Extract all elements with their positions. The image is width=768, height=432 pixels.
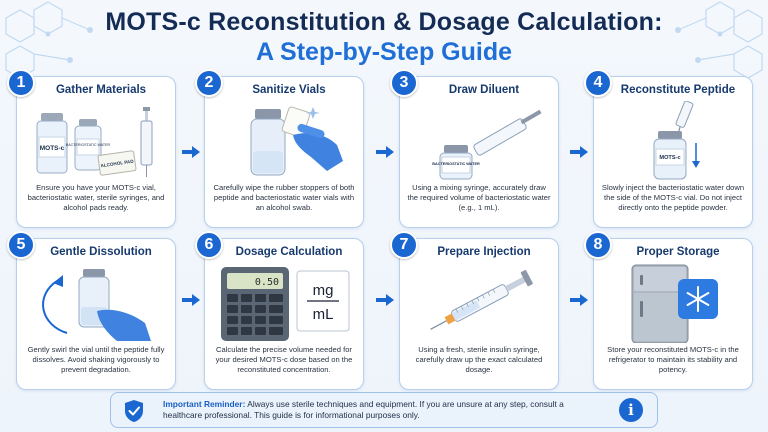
step-card-2: [204, 76, 364, 228]
reminder-text: [163, 399, 583, 422]
step-description: Carefully wipe the rubber stoppers of both peptide and bacteriostatic water vials with an alcohol swab.: [213, 183, 355, 212]
step-number-badge: 4: [584, 69, 612, 97]
sanitize-vials-illustration: [215, 101, 355, 181]
draw-diluent-illustration: [410, 101, 550, 181]
step-number-badge: 3: [390, 69, 418, 97]
right-arrow-icon: [376, 146, 394, 158]
vial-label: MOTS-c: [659, 155, 681, 161]
gentle-dissolution-illustration: [27, 263, 167, 343]
step-title: Dosage Calculation: [235, 246, 343, 258]
vial-icon: [37, 113, 67, 173]
step-description: Using a fresh, sterile insulin syringe, carefully draw up the exact calculated dosage.: [415, 345, 543, 374]
calculator-display: 0.50: [254, 277, 279, 288]
gloved-hand-icon: [97, 310, 151, 341]
step-card-8: [593, 238, 753, 390]
step-description: Gently swirl the vial until the peptide fully dissolves. Avoid shaking vigorously to prevent degradation.: [27, 345, 165, 374]
step-description: Ensure you have your MOTS-c vial, bacteriostatic water, sterile syringes, and alcohol pads ready.: [27, 183, 165, 212]
snowflake-icon: [678, 279, 718, 319]
step-description: Slowly inject the bacteriostatic water down the side of the MOTS-c vial. Do not inject directly onto the peptide powder.: [601, 183, 745, 212]
step-description: Calculate the precise volume needed for your desired MOTS-c dose based on the reconstituted concentration.: [215, 345, 353, 374]
step-title: Draw Diluent: [448, 84, 520, 96]
gloved-hand-icon: [293, 123, 343, 171]
unit-bottom: mL: [312, 306, 334, 323]
info-icon: i: [619, 398, 643, 422]
step-description: Store your reconstituted MOTS-c in the refrigerator to maintain its stability and potency.: [607, 345, 739, 374]
right-arrow-icon: [182, 146, 200, 158]
dosage-calculation-illustration: [215, 263, 355, 343]
water-bottle-icon: [432, 145, 480, 179]
step-description: Using a mixing syringe, accurately draw the required volume of bacteriostatic water (e.g., 1 mL).: [407, 183, 551, 212]
shield-icon: [123, 399, 145, 423]
important-reminder-banner: [110, 392, 658, 428]
step-title: Prepare Injection: [437, 246, 531, 258]
syringe-icon: [141, 107, 152, 177]
step-card-3: [399, 76, 559, 228]
calculator-icon: [221, 267, 289, 341]
step-number-badge: 6: [195, 231, 223, 259]
water-label: BACTERIOSTATIC WATER: [432, 162, 480, 166]
step-title: Reconstitute Peptide: [620, 84, 736, 96]
water-label: BACTERIOSTATIC WATER: [65, 143, 111, 147]
prepare-injection-illustration: [410, 263, 550, 343]
step-number-badge: 7: [390, 231, 418, 259]
step-title: Gentle Dissolution: [50, 246, 152, 258]
right-arrow-icon: [376, 294, 394, 306]
step-number-badge: 5: [7, 231, 35, 259]
page-title: MOTS-c Reconstitution & Dosage Calculation:: [105, 8, 663, 36]
page-subtitle: A Step-by-Step Guide: [255, 38, 513, 66]
step-number-badge: 2: [195, 69, 223, 97]
vial-label: MOTS-c: [39, 145, 65, 152]
alcohol-pad-icon: [98, 151, 136, 176]
step-title: Sanitize Vials: [252, 84, 326, 96]
reminder-label: Important Reminder:: [163, 399, 246, 409]
right-arrow-icon: [570, 294, 588, 306]
step-card-7: [399, 238, 559, 390]
vial-icon: [654, 131, 686, 179]
pad-label: ALCOHOL PAD: [100, 158, 134, 169]
syringe-icon: [460, 110, 542, 163]
step-title: Gather Materials: [55, 84, 147, 96]
down-arrow-icon: [692, 143, 700, 168]
reminder-body: Always use sterile techniques and equipment. If you are unsure at any step, consult a healthcare professional. This guide is for informational purposes only.: [163, 399, 564, 421]
right-arrow-icon: [570, 146, 588, 158]
insulin-syringe-icon: [427, 270, 533, 337]
reconstitute-peptide-illustration: [604, 101, 744, 181]
right-arrow-icon: [182, 294, 200, 306]
step-card-6: [204, 238, 364, 390]
step-number-badge: 8: [584, 231, 612, 259]
proper-storage-illustration: [604, 263, 744, 343]
gather-materials-illustration: [27, 101, 167, 181]
unit-top: mg: [312, 282, 334, 299]
swirl-arrow-icon: [43, 275, 67, 333]
step-number-badge: 1: [7, 69, 35, 97]
step-title: Proper Storage: [636, 246, 720, 258]
step-card-5: [16, 238, 176, 390]
unit-card-icon: [297, 271, 349, 331]
step-card-1: [16, 76, 176, 228]
vial-icon: [251, 109, 285, 175]
step-card-4: [593, 76, 753, 228]
